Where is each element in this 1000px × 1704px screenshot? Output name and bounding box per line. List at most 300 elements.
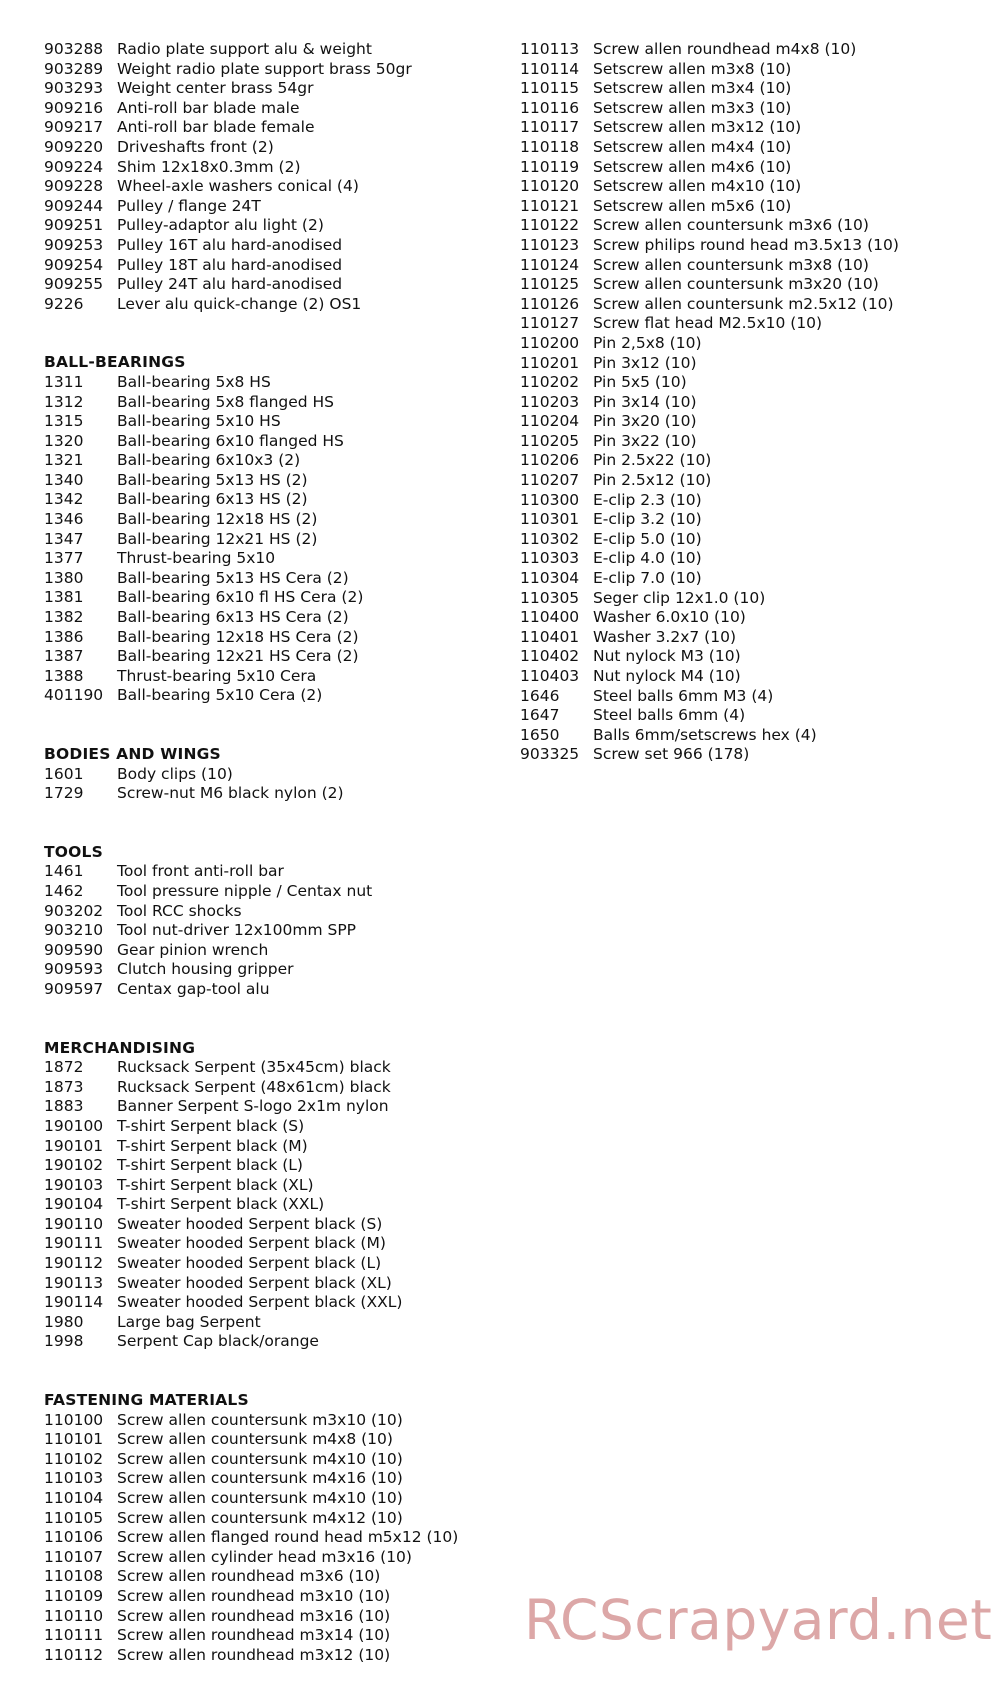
part-description: Radio plate support alu & weight [117, 40, 372, 58]
part-description: Screw allen roundhead m3x14 (10) [117, 1626, 391, 1645]
part-row [44, 608, 484, 628]
part-description: Tool front anti-roll bar [117, 862, 284, 881]
part-row [44, 784, 484, 804]
part-description: Lever alu quick-change (2) OS1 [117, 294, 362, 313]
part-description: Screw allen roundhead m3x10 (10) [117, 1586, 391, 1605]
part-number: 110204 [520, 412, 580, 431]
part-description: Ball-bearing 5x8 flanged HS [117, 392, 335, 411]
part-row [520, 79, 980, 99]
part-description: Nut nylock M3 (10) [593, 647, 741, 666]
part-number: 909244 [44, 196, 104, 215]
part-number: 903288 [44, 40, 104, 58]
part-number: 110400 [520, 608, 580, 627]
left-parts-column [44, 40, 484, 1704]
part-number: 1386 [44, 627, 84, 646]
part-description: Screw philips round head m3.5x13 (10) [593, 235, 899, 254]
part-row [44, 99, 484, 119]
part-row [44, 1215, 484, 1235]
part-number: 110122 [520, 216, 580, 235]
part-number: 1462 [44, 881, 84, 900]
part-number: 110300 [520, 490, 580, 509]
part-number: 110200 [520, 333, 580, 352]
part-number: 903293 [44, 79, 104, 98]
part-number: 110124 [520, 255, 580, 274]
part-description: E-clip 4.0 (10) [593, 549, 702, 568]
part-row [44, 295, 484, 315]
part-row [520, 471, 980, 491]
part-number: 903289 [44, 59, 104, 78]
part-description: Screw allen roundhead m3x6 (10) [117, 1567, 381, 1586]
part-row [44, 588, 484, 608]
part-number: 903210 [44, 921, 104, 940]
part-description: Tool pressure nipple / Centax nut [117, 881, 373, 900]
part-row [44, 1469, 484, 1489]
part-description: Ball-bearing 5x8 HS [117, 372, 271, 391]
part-row [44, 79, 484, 99]
part-number: 110115 [520, 79, 580, 98]
part-number: 110403 [520, 667, 580, 685]
part-description: Screw allen countersunk m3x20 (10) [593, 275, 879, 294]
part-description: Washer 3.2x7 (10) [593, 627, 736, 646]
part-number: 110117 [520, 118, 580, 137]
part-number: 1321 [44, 451, 84, 470]
part-description: Ball-bearing 5x10 Cera (2) [117, 686, 323, 705]
part-number: 190112 [44, 1254, 104, 1273]
part-number: 190110 [44, 1214, 104, 1233]
part-row [44, 1195, 484, 1215]
part-number: 110103 [44, 1469, 104, 1488]
part-row [44, 138, 484, 158]
part-description: Driveshafts front (2) [117, 137, 274, 156]
part-number: 909590 [44, 940, 104, 959]
part-row [520, 608, 980, 628]
part-description: Ball-bearing 12x21 HS (2) [117, 529, 318, 548]
part-description: Pulley 18T alu hard-anodised [117, 255, 343, 274]
part-row [520, 354, 980, 374]
part-row [520, 706, 980, 726]
part-row [44, 1137, 484, 1157]
part-number: 110123 [520, 235, 580, 254]
part-row [44, 765, 484, 785]
part-description: Sweater hooded Serpent black (L) [117, 1254, 382, 1273]
part-row [44, 549, 484, 569]
part-row [44, 1567, 484, 1587]
part-number: 190101 [44, 1136, 104, 1155]
part-row [44, 1332, 484, 1352]
parts-section [44, 745, 484, 804]
part-description: Weight radio plate support brass 50gr [117, 59, 412, 78]
part-description: Ball-bearing 5x13 HS (2) [117, 470, 308, 489]
part-row [44, 1156, 484, 1176]
part-row [520, 589, 980, 609]
part-description: Setscrew allen m5x6 (10) [593, 196, 792, 215]
part-number: 1340 [44, 470, 84, 489]
part-number: 190100 [44, 1116, 104, 1135]
part-description: Weight center brass 54gr [117, 79, 314, 98]
part-row [520, 256, 980, 276]
part-description: Setscrew allen m4x6 (10) [593, 157, 792, 176]
part-row [520, 451, 980, 471]
part-row [520, 373, 980, 393]
part-description: Banner Serpent S-logo 2x1m nylon [117, 1097, 389, 1116]
part-number: 110207 [520, 471, 580, 490]
part-number: 1382 [44, 608, 84, 627]
part-number: 1998 [44, 1332, 84, 1351]
part-row [520, 647, 980, 667]
part-description: Setscrew allen m3x4 (10) [593, 79, 792, 98]
part-description: T-shirt Serpent black (L) [117, 1156, 303, 1175]
part-row [44, 60, 484, 80]
part-row [44, 667, 484, 687]
part-description: Rucksack Serpent (48x61cm) black [117, 1077, 391, 1096]
part-row [44, 490, 484, 510]
part-number: 909224 [44, 157, 104, 176]
part-row [44, 941, 484, 961]
part-description: Pin 3x14 (10) [593, 392, 697, 411]
part-row [44, 197, 484, 217]
part-row [44, 1646, 484, 1666]
part-description: Ball-bearing 5x13 HS Cera (2) [117, 568, 349, 587]
part-description: Centax gap-tool alu [117, 979, 270, 998]
part-number: 1872 [44, 1058, 84, 1077]
part-row [44, 118, 484, 138]
part-number: 1342 [44, 490, 84, 509]
part-number: 190111 [44, 1234, 104, 1253]
part-number: 110202 [520, 373, 580, 392]
part-description: Nut nylock M4 (10) [593, 667, 741, 685]
part-row [44, 882, 484, 902]
part-row [44, 256, 484, 276]
part-number: 110101 [44, 1430, 104, 1449]
part-description: Sweater hooded Serpent black (M) [117, 1234, 386, 1253]
part-number: 909251 [44, 216, 104, 235]
part-description: Thrust-bearing 5x10 Cera [117, 666, 317, 685]
part-number: 1311 [44, 372, 84, 391]
part-description: Large bag Serpent [117, 1312, 261, 1331]
part-description: Sweater hooded Serpent black (XXL) [117, 1293, 403, 1312]
part-row [44, 177, 484, 197]
part-description: Screw allen countersunk m4x10 (10) [117, 1489, 403, 1507]
part-number: 110125 [520, 275, 580, 294]
part-description: Washer 6.0x10 (10) [593, 608, 746, 627]
part-row [44, 1489, 484, 1509]
part-number: 110205 [520, 431, 580, 450]
part-row [520, 491, 980, 511]
part-description: Shim 12x18x0.3mm (2) [117, 157, 301, 176]
part-description: Steel balls 6mm (4) [593, 706, 746, 725]
part-number: 110203 [520, 392, 580, 411]
part-number: 909216 [44, 98, 104, 117]
part-description: Pin 3x20 (10) [593, 412, 697, 431]
part-description: Setscrew allen m4x4 (10) [593, 137, 792, 156]
part-row [520, 549, 980, 569]
parts-section [44, 40, 484, 314]
part-description: Pulley 16T alu hard-anodised [117, 235, 343, 254]
part-description: Ball-bearing 12x18 HS (2) [117, 510, 318, 529]
part-row [44, 216, 484, 236]
part-description: Pulley 24T alu hard-anodised [117, 275, 343, 294]
part-description: T-shirt Serpent black (S) [117, 1116, 305, 1135]
part-number: 1883 [44, 1097, 84, 1116]
part-number: 110116 [520, 98, 580, 117]
part-row [44, 1450, 484, 1470]
part-description: Sweater hooded Serpent black (S) [117, 1214, 383, 1233]
part-description: Screw flat head M2.5x10 (10) [593, 314, 823, 333]
part-number: 1388 [44, 666, 84, 685]
part-number: 110401 [520, 627, 580, 646]
part-row [44, 530, 484, 550]
part-row [520, 118, 980, 138]
part-description: Clutch housing gripper [117, 960, 294, 979]
part-description: Wheel-axle washers conical (4) [117, 177, 359, 196]
part-number: 1650 [520, 725, 560, 744]
part-description: Setscrew allen m3x8 (10) [593, 59, 792, 78]
part-number: 909255 [44, 275, 104, 294]
part-number: 1381 [44, 588, 84, 607]
part-number: 9226 [44, 294, 84, 313]
part-number: 1315 [44, 412, 84, 431]
part-number: 110102 [44, 1449, 104, 1468]
part-row [44, 1548, 484, 1568]
part-number: 903325 [520, 745, 580, 764]
part-row [44, 980, 484, 1000]
part-number: 909217 [44, 118, 104, 137]
part-description: Pulley-adaptor alu light (2) [117, 216, 324, 235]
part-number: 110121 [520, 196, 580, 215]
parts-section [44, 1391, 484, 1665]
part-number: 110114 [520, 59, 580, 78]
section-heading: MERCHANDISING [44, 1038, 196, 1057]
part-number: 110106 [44, 1528, 104, 1547]
part-number: 110100 [44, 1410, 104, 1429]
part-row [520, 99, 980, 119]
section-heading: FASTENING MATERIALS [44, 1391, 249, 1410]
part-row [44, 471, 484, 491]
part-number: 1461 [44, 862, 84, 881]
part-description: Screw allen flanged round head m5x12 (10) [117, 1528, 459, 1547]
parts-section [520, 40, 980, 765]
part-number: 110206 [520, 451, 580, 470]
part-number: 1380 [44, 568, 84, 587]
part-description: Screw allen countersunk m4x8 (10) [117, 1430, 393, 1449]
part-description: Setscrew allen m3x12 (10) [593, 118, 802, 137]
part-row [44, 1274, 484, 1294]
part-description: Screw set 966 (178) [593, 745, 750, 764]
part-description: Ball-bearing 12x18 HS Cera (2) [117, 627, 359, 646]
part-description: Anti-roll bar blade male [117, 98, 300, 117]
part-row [520, 745, 980, 765]
part-description: Pin 3x22 (10) [593, 431, 697, 450]
part-number: 190104 [44, 1195, 104, 1214]
part-row [44, 510, 484, 530]
part-row [44, 393, 484, 413]
part-row [44, 628, 484, 648]
part-description: T-shirt Serpent black (XXL) [117, 1195, 325, 1214]
part-row [44, 1313, 484, 1333]
part-description: Sweater hooded Serpent black (XL) [117, 1273, 392, 1292]
part-row [520, 177, 980, 197]
part-number: 190114 [44, 1293, 104, 1312]
part-row [520, 138, 980, 158]
part-row [44, 902, 484, 922]
part-description: Pin 2,5x8 (10) [593, 333, 702, 352]
part-description: Screw allen countersunk m2.5x12 (10) [593, 294, 894, 313]
part-description: T-shirt Serpent black (M) [117, 1136, 308, 1155]
part-number: 1346 [44, 510, 84, 529]
part-row [44, 1626, 484, 1646]
part-row [520, 432, 980, 452]
part-number: 110201 [520, 353, 580, 372]
part-number: 909254 [44, 255, 104, 274]
part-row [44, 1587, 484, 1607]
part-number: 1729 [44, 784, 84, 803]
part-description: Ball-bearing 6x13 HS (2) [117, 490, 308, 509]
part-number: 110108 [44, 1567, 104, 1586]
part-row [44, 1254, 484, 1274]
part-description: Pin 2.5x12 (10) [593, 471, 712, 490]
part-row [44, 1117, 484, 1137]
part-number: 110111 [44, 1626, 104, 1645]
part-number: 909593 [44, 960, 104, 979]
part-row [520, 314, 980, 334]
part-row [44, 1430, 484, 1450]
part-number: 110402 [520, 647, 580, 666]
part-number: 190103 [44, 1175, 104, 1194]
part-row [44, 1607, 484, 1627]
part-number: 110305 [520, 588, 580, 607]
part-number: 1647 [520, 706, 560, 725]
section-heading: BODIES AND WINGS [44, 745, 221, 763]
part-description: Screw allen countersunk m3x6 (10) [593, 216, 869, 235]
part-description: Screw allen countersunk m3x10 (10) [117, 1410, 403, 1429]
part-row [44, 451, 484, 471]
part-number: 909228 [44, 177, 104, 196]
part-row [44, 686, 484, 706]
part-number: 110119 [520, 157, 580, 176]
parts-section [44, 843, 484, 1000]
part-row [520, 628, 980, 648]
part-number: 110109 [44, 1586, 104, 1605]
part-number: 110105 [44, 1508, 104, 1527]
section-heading: TOOLS [44, 842, 103, 861]
part-description: Steel balls 6mm M3 (4) [593, 686, 774, 705]
part-number: 110112 [44, 1645, 104, 1664]
part-row [44, 1097, 484, 1117]
part-description: Screw allen countersunk m4x16 (10) [117, 1469, 403, 1488]
part-description: Ball-bearing 6x10 flanged HS [117, 431, 344, 450]
part-row [44, 1234, 484, 1254]
part-row [520, 510, 980, 530]
part-number: 110107 [44, 1547, 104, 1566]
right-parts-column [520, 40, 980, 804]
part-row [520, 726, 980, 746]
part-number: 110126 [520, 294, 580, 313]
section-heading: BALL-BEARINGS [44, 353, 186, 372]
part-row [520, 60, 980, 80]
part-number: 110127 [520, 314, 580, 333]
part-description: Pin 5x5 (10) [593, 373, 687, 392]
part-row [44, 647, 484, 667]
part-number: 909253 [44, 235, 104, 254]
part-row [44, 236, 484, 256]
part-row [44, 40, 484, 60]
part-description: Pin 2.5x22 (10) [593, 451, 712, 470]
parts-section [44, 353, 484, 706]
part-row [44, 1058, 484, 1078]
part-description: Screw allen countersunk m4x10 (10) [117, 1449, 403, 1468]
part-row [520, 295, 980, 315]
part-number: 1980 [44, 1312, 84, 1331]
part-description: E-clip 2.3 (10) [593, 490, 702, 509]
part-number: 110304 [520, 569, 580, 588]
part-row [44, 1509, 484, 1529]
part-row [44, 412, 484, 432]
part-row [520, 667, 980, 687]
part-row [44, 432, 484, 452]
part-number: 1601 [44, 764, 84, 783]
part-row [520, 197, 980, 217]
part-description: Gear pinion wrench [117, 940, 269, 959]
part-number: 110113 [520, 40, 580, 58]
part-description: Setscrew allen m4x10 (10) [593, 177, 802, 196]
part-row [520, 216, 980, 236]
part-description: Tool nut-driver 12x100mm SPP [117, 921, 357, 940]
part-description: Tool RCC shocks [117, 901, 242, 920]
part-description: Thrust-bearing 5x10 [117, 549, 276, 568]
part-description: Screw allen countersunk m4x12 (10) [117, 1508, 403, 1527]
part-number: 1377 [44, 549, 84, 568]
part-description: Screw-nut M6 black nylon (2) [117, 784, 344, 803]
part-description: Balls 6mm/setscrews hex (4) [593, 725, 817, 744]
part-number: 110303 [520, 549, 580, 568]
part-description: Screw allen cylinder head m3x16 (10) [117, 1547, 412, 1566]
part-number: 1320 [44, 431, 84, 450]
part-row [520, 393, 980, 413]
part-row [520, 40, 980, 60]
part-number: 110110 [44, 1606, 104, 1625]
part-description: Screw allen roundhead m3x16 (10) [117, 1606, 391, 1625]
part-number: 909220 [44, 137, 104, 156]
part-row [520, 412, 980, 432]
part-number: 190113 [44, 1273, 104, 1292]
part-row [44, 1293, 484, 1313]
part-number: 110302 [520, 529, 580, 548]
part-row [520, 530, 980, 550]
part-row [44, 569, 484, 589]
part-description: Screw allen roundhead m4x8 (10) [593, 40, 857, 58]
part-number: 1347 [44, 529, 84, 548]
part-number: 110118 [520, 137, 580, 156]
part-row [44, 1078, 484, 1098]
part-number: 110301 [520, 510, 580, 529]
part-description: Body clips (10) [117, 764, 233, 783]
part-row [44, 1528, 484, 1548]
part-row [44, 373, 484, 393]
watermark: RCScrapyard.net [524, 1588, 993, 1652]
part-number: 1312 [44, 392, 84, 411]
part-row [44, 921, 484, 941]
part-description: T-shirt Serpent black (XL) [117, 1175, 314, 1194]
part-row [44, 960, 484, 980]
part-row [44, 1176, 484, 1196]
part-number: 110120 [520, 177, 580, 196]
parts-section [44, 1039, 484, 1353]
part-number: 401190 [44, 686, 104, 705]
part-description: Ball-bearing 5x10 HS [117, 412, 281, 431]
part-number: 909597 [44, 979, 104, 998]
part-description: Pulley / flange 24T [117, 196, 261, 215]
part-number: 903202 [44, 901, 104, 920]
